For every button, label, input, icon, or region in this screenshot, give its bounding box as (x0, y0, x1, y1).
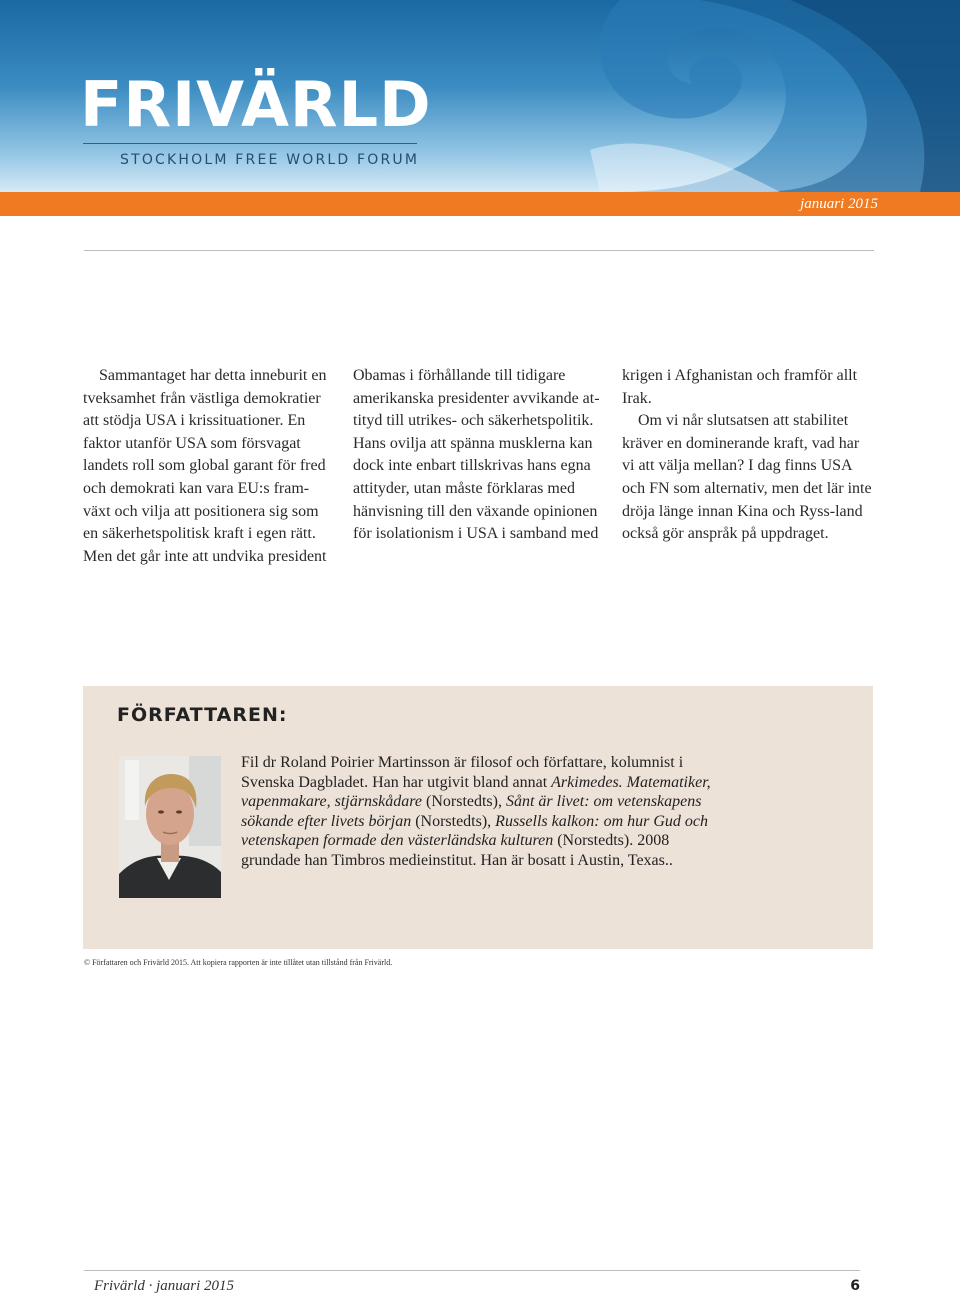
swirl-decoration (560, 0, 960, 192)
bio-text: (Norstedts), (411, 812, 496, 830)
book-title: Arkimedes. Matematiker, vapenmakare, stjärnskådare (241, 773, 711, 810)
author-bio (241, 753, 721, 870)
masthead (0, 0, 960, 192)
copyright-notice: © Författaren och Frivärld 2015. Att kopiera rapporten är inte tillåtet utan tillstånd från Frivärld. (84, 958, 393, 967)
book-title: Russells kalkon: om hur Gud och vetenskapen formade den västerländska kulturen (241, 812, 709, 849)
article-column-3 (622, 365, 874, 546)
logo-divider (83, 143, 417, 144)
author-heading: FÖRFATTAREN: (117, 704, 288, 726)
author-photo (119, 756, 221, 898)
book-title: Sånt är livet: om vetenskapens sökande efter livets början (241, 793, 702, 830)
article-column-1 (83, 365, 335, 568)
masthead-subtitle: STOCKHOLM FREE WORLD FORUM (120, 152, 420, 168)
paragraph: krigen i Afghanistan och framför allt Irak. (622, 367, 858, 407)
frivarld-logo: FRIVÄRLD (80, 68, 432, 141)
bio-text: Fil dr Roland Poirier Martinsson är filosof och författare, kolumnist i Svenska Dagbladet. Han har utgivit bland annat (241, 754, 684, 791)
paragraph: Obamas i förhållande till tidigare amerikanska presidenter avvikande at-tityd till utrikes- och säkerhetspolitik. Hans ovilja att spänna musklerna kan dock inte enbart tillskrivas hans egna attityder, utan måste förklaras med hänvisning till den växande opinionen för isolationism i USA i samband med (353, 367, 600, 543)
issue-date: januari 2015 (800, 196, 878, 212)
top-divider (84, 250, 874, 251)
bio-text: (Norstedts), (422, 793, 506, 810)
footer-publication: Frivärld · januari 2015 (94, 1278, 235, 1294)
footer-divider (84, 1270, 860, 1271)
paragraph: Om vi når slutsatsen att stabilitet kräver en dominerande kraft, vad har vi att välja mellan? I dag finns USA och FN som alternativ, men det lär inte dröja länge innan Kina och Ryss-land också gör anspråk på uppdraget. (622, 412, 872, 543)
paragraph: Sammantaget har detta inneburit en tveksamhet från västliga demokratier att stödja USA i krissituationer. En faktor utanför USA som försvagat landets roll som global garant för fred och demokrati kan vara EU:s fram-växt och vilja att positionera sig som en säkerhetspolitisk kraft i egen rätt. Men det går inte att undvika president (83, 367, 327, 565)
bio-text: (Norstedts). 2008 grundade han Timbros medieinstitut. Han är bosatt i Austin, Texas.. (241, 832, 673, 869)
article-column-2 (353, 365, 605, 546)
page-number: 6 (850, 1278, 860, 1294)
author-box (83, 686, 873, 949)
